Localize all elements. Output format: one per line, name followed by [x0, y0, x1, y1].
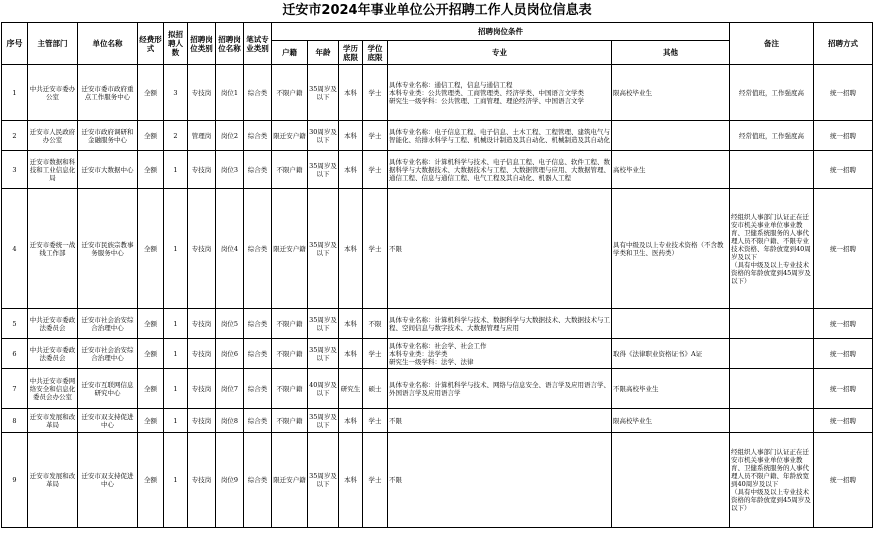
cell-age: 35周岁及以下	[308, 189, 339, 309]
cell-unit: 迁安市双支持促进中心	[78, 433, 138, 528]
cell-age: 40周岁及以下	[308, 369, 339, 409]
cell-category: 专技岗	[188, 339, 216, 369]
cell-count: 1	[164, 189, 188, 309]
header-other: 其他	[612, 41, 730, 65]
cell-count: 1	[164, 151, 188, 189]
header-seq: 序号	[2, 23, 28, 65]
table-row	[2, 409, 873, 433]
cell-seq: 2	[2, 121, 28, 151]
cell-funding: 全额	[138, 339, 164, 369]
cell-category: 专技岗	[188, 433, 216, 528]
cell-edu: 本科	[339, 65, 363, 121]
cell-major: 不限	[388, 189, 612, 309]
cell-seq: 3	[2, 151, 28, 189]
cell-category: 专技岗	[188, 409, 216, 433]
cell-count: 2	[164, 121, 188, 151]
cell-category: 专技岗	[188, 151, 216, 189]
cell-method: 统一招聘	[814, 409, 873, 433]
cell-seq: 9	[2, 433, 28, 528]
table-row	[2, 369, 873, 409]
header-major: 专业	[388, 41, 612, 65]
cell-funding: 全额	[138, 189, 164, 309]
cell-hukou: 不限户籍	[272, 369, 308, 409]
positions-table	[1, 22, 873, 528]
cell-hukou: 不限户籍	[272, 151, 308, 189]
cell-degree: 学士	[363, 121, 388, 151]
cell-other: 不限高校毕业生	[612, 369, 730, 409]
cell-exam: 综合类	[244, 65, 272, 121]
cell-hukou: 限迁安户籍	[272, 121, 308, 151]
cell-degree: 学士	[363, 433, 388, 528]
cell-dept: 中共迁安市委政法委员会	[28, 339, 78, 369]
cell-funding: 全额	[138, 121, 164, 151]
cell-other: 取得《法律职业资格证书》A证	[612, 339, 730, 369]
cell-edu: 本科	[339, 151, 363, 189]
cell-count: 3	[164, 65, 188, 121]
cell-remark: 经常值班，工作强度高	[730, 65, 814, 121]
cell-exam: 综合类	[244, 121, 272, 151]
cell-major: 具体专业名称：电子信息工程、电子信息、土木工程、工程管理、建筑电气与智能化、给排水科学与工程、机械设计制造及其自动化、机械制造及其自动化	[388, 121, 612, 151]
cell-unit: 迁安市大数据中心	[78, 151, 138, 189]
cell-remark	[730, 369, 814, 409]
cell-post: 岗位2	[216, 121, 244, 151]
cell-post: 岗位5	[216, 309, 244, 339]
cell-dept: 迁安市数据和科技和工业信息化局	[28, 151, 78, 189]
header-hukou: 户籍	[272, 41, 308, 65]
cell-dept: 中共迁安市委政法委员会	[28, 309, 78, 339]
cell-remark	[730, 309, 814, 339]
cell-post: 岗位1	[216, 65, 244, 121]
cell-category: 专技岗	[188, 309, 216, 339]
header-method: 招聘方式	[814, 23, 873, 65]
cell-other	[612, 121, 730, 151]
cell-remark: 经常值班，工作强度高	[730, 121, 814, 151]
cell-unit: 迁安市民族宗教事务服务中心	[78, 189, 138, 309]
cell-hukou: 不限户籍	[272, 65, 308, 121]
cell-count: 1	[164, 409, 188, 433]
table-row	[2, 433, 873, 528]
cell-seq: 1	[2, 65, 28, 121]
cell-exam: 综合类	[244, 433, 272, 528]
cell-method: 统一招聘	[814, 309, 873, 339]
cell-exam: 综合类	[244, 189, 272, 309]
cell-post: 岗位3	[216, 151, 244, 189]
cell-unit: 迁安市双支持促进中心	[78, 409, 138, 433]
cell-degree: 不限	[363, 309, 388, 339]
cell-remark	[730, 151, 814, 189]
cell-unit: 迁安市委市政府重点工作服务中心	[78, 65, 138, 121]
cell-hukou: 不限户籍	[272, 409, 308, 433]
cell-other: 高校毕业生	[612, 151, 730, 189]
cell-funding: 全额	[138, 433, 164, 528]
header-remark: 备注	[730, 23, 814, 65]
table-row	[2, 339, 873, 369]
cell-edu: 本科	[339, 189, 363, 309]
cell-edu: 本科	[339, 309, 363, 339]
cell-category: 专技岗	[188, 189, 216, 309]
cell-age: 35周岁及以下	[308, 151, 339, 189]
cell-count: 1	[164, 433, 188, 528]
cell-remark: 经组织人事部门认证正在迁安市机关事业单位事业教育、卫健系统服务的人事代理人员不限户籍、年龄放宽到40周岁及以下 （具有中级及以上专业技术资格的年龄放宽到45周岁及以下）	[730, 433, 814, 528]
cell-unit: 迁安市政府调研和金融服务中心	[78, 121, 138, 151]
cell-seq: 7	[2, 369, 28, 409]
cell-other	[612, 309, 730, 339]
cell-method: 统一招聘	[814, 121, 873, 151]
cell-major: 不限	[388, 433, 612, 528]
cell-dept: 迁安市发展和改革局	[28, 433, 78, 528]
cell-seq: 5	[2, 309, 28, 339]
header-exam: 笔试专业类别	[244, 23, 272, 65]
cell-method: 统一招聘	[814, 65, 873, 121]
cell-degree: 学士	[363, 65, 388, 121]
cell-hukou: 限迁安户籍	[272, 433, 308, 528]
cell-remark: 经组织人事部门认证正在迁安市机关事业单位事业教育、卫健系统服务的人事代理人员不限户籍、不限专业技术资格、年龄放宽到40周岁及以下 （具有中级及以上专业技术资格的年龄放宽到45周岁及以下）	[730, 189, 814, 309]
cell-exam: 综合类	[244, 339, 272, 369]
table-row	[2, 189, 873, 309]
header-unit: 单位名称	[78, 23, 138, 65]
page-title: 迁安市2024年事业单位公开招聘工作人员岗位信息表	[282, 3, 592, 18]
cell-hukou: 限迁安户籍	[272, 189, 308, 309]
cell-funding: 全额	[138, 369, 164, 409]
cell-unit: 迁安市互联网信息研究中心	[78, 369, 138, 409]
cell-edu: 本科	[339, 409, 363, 433]
cell-major: 具体专业名称：社会学、社会工作 本科专业类：法学类 研究生一级学科：法学、法律	[388, 339, 612, 369]
cell-post: 岗位9	[216, 433, 244, 528]
header-category: 招聘岗位类别	[188, 23, 216, 65]
cell-degree: 学士	[363, 409, 388, 433]
cell-edu: 本科	[339, 433, 363, 528]
cell-edu: 本科	[339, 121, 363, 151]
cell-count: 1	[164, 309, 188, 339]
header-degree: 学位底限	[363, 41, 388, 65]
cell-dept: 中共迁安市委网络安全和信息化委员会办公室	[28, 369, 78, 409]
cell-post: 岗位8	[216, 409, 244, 433]
cell-exam: 综合类	[244, 151, 272, 189]
cell-exam: 综合类	[244, 409, 272, 433]
cell-age: 35周岁及以下	[308, 433, 339, 528]
cell-degree: 学士	[363, 339, 388, 369]
header-conditions: 招聘岗位条件	[272, 23, 730, 41]
cell-seq: 8	[2, 409, 28, 433]
cell-edu: 研究生	[339, 369, 363, 409]
cell-exam: 综合类	[244, 369, 272, 409]
cell-major: 具体专业名称：计算机科学与技术、网络与信息安全、语言学及应用语言学、外国语言学及应用语言学	[388, 369, 612, 409]
table-row	[2, 65, 873, 121]
table-row	[2, 309, 873, 339]
header-post-name: 招聘岗位名称	[216, 23, 244, 65]
cell-dept: 中共迁安市委办公室	[28, 65, 78, 121]
header-dept: 主管部门	[28, 23, 78, 65]
cell-hukou: 不限户籍	[272, 339, 308, 369]
cell-unit: 迁安市社会治安综合治理中心	[78, 309, 138, 339]
cell-category: 专技岗	[188, 369, 216, 409]
table-body	[2, 65, 873, 528]
cell-age: 35周岁及以下	[308, 339, 339, 369]
cell-funding: 全额	[138, 409, 164, 433]
cell-dept: 迁安市委统一战线工作部	[28, 189, 78, 309]
cell-age: 35周岁及以下	[308, 309, 339, 339]
cell-major: 具体专业名称：计算机科学与技术、数据科学与大数据技术、大数据技术与工程、空间信息与数字技术、大数据管理与应用	[388, 309, 612, 339]
header-count: 拟招聘人数	[164, 23, 188, 65]
cell-major: 不限	[388, 409, 612, 433]
cell-dept: 迁安市发展和改革局	[28, 409, 78, 433]
header-edu: 学历底限	[339, 41, 363, 65]
cell-other	[612, 433, 730, 528]
cell-remark	[730, 409, 814, 433]
header-age: 年龄	[308, 41, 339, 65]
cell-post: 岗位6	[216, 339, 244, 369]
cell-method: 统一招聘	[814, 433, 873, 528]
cell-age: 35周岁及以下	[308, 65, 339, 121]
cell-funding: 全额	[138, 65, 164, 121]
cell-exam: 综合类	[244, 309, 272, 339]
table-header	[2, 23, 873, 65]
cell-method: 统一招聘	[814, 339, 873, 369]
cell-degree: 硕士	[363, 369, 388, 409]
cell-seq: 4	[2, 189, 28, 309]
cell-seq: 6	[2, 339, 28, 369]
header-funding: 经费形式	[138, 23, 164, 65]
cell-count: 1	[164, 369, 188, 409]
table-row	[2, 151, 873, 189]
cell-major: 具体专业名称：计算机科学与技术、电子信息工程、电子信息、软件工程、数据科学与大数据技术、大数据技术与工程、大数据管理与应用、大数据管理、通信工程、信息与通信工程、电气工程及其自动化、机器人工程	[388, 151, 612, 189]
cell-hukou: 不限户籍	[272, 309, 308, 339]
cell-post: 岗位7	[216, 369, 244, 409]
cell-degree: 学士	[363, 151, 388, 189]
cell-edu: 本科	[339, 339, 363, 369]
cell-dept: 迁安市人民政府办公室	[28, 121, 78, 151]
cell-other: 限高校毕业生	[612, 409, 730, 433]
cell-post: 岗位4	[216, 189, 244, 309]
cell-method: 统一招聘	[814, 151, 873, 189]
cell-age: 30周岁及以下	[308, 121, 339, 151]
cell-category: 专技岗	[188, 65, 216, 121]
cell-age: 35周岁及以下	[308, 409, 339, 433]
cell-method: 统一招聘	[814, 189, 873, 309]
cell-category: 管理岗	[188, 121, 216, 151]
cell-other: 限高校毕业生	[612, 65, 730, 121]
cell-remark	[730, 339, 814, 369]
cell-method: 统一招聘	[814, 369, 873, 409]
cell-count: 1	[164, 339, 188, 369]
cell-funding: 全额	[138, 151, 164, 189]
cell-funding: 全额	[138, 309, 164, 339]
cell-degree: 学士	[363, 189, 388, 309]
cell-other: 具有中级及以上专业技术资格（不含教学类和卫生、医药类）	[612, 189, 730, 309]
table-row	[2, 121, 873, 151]
cell-major: 具体专业名称：通信工程，信息与通信工程 本科专业类：公共管理类、工商管理类、经济学类、中国语言文学类 研究生一级学科：公共管理、工商管理、理论经济学、中国语言文学	[388, 65, 612, 121]
cell-unit: 迁安市社会治安综合治理中心	[78, 339, 138, 369]
